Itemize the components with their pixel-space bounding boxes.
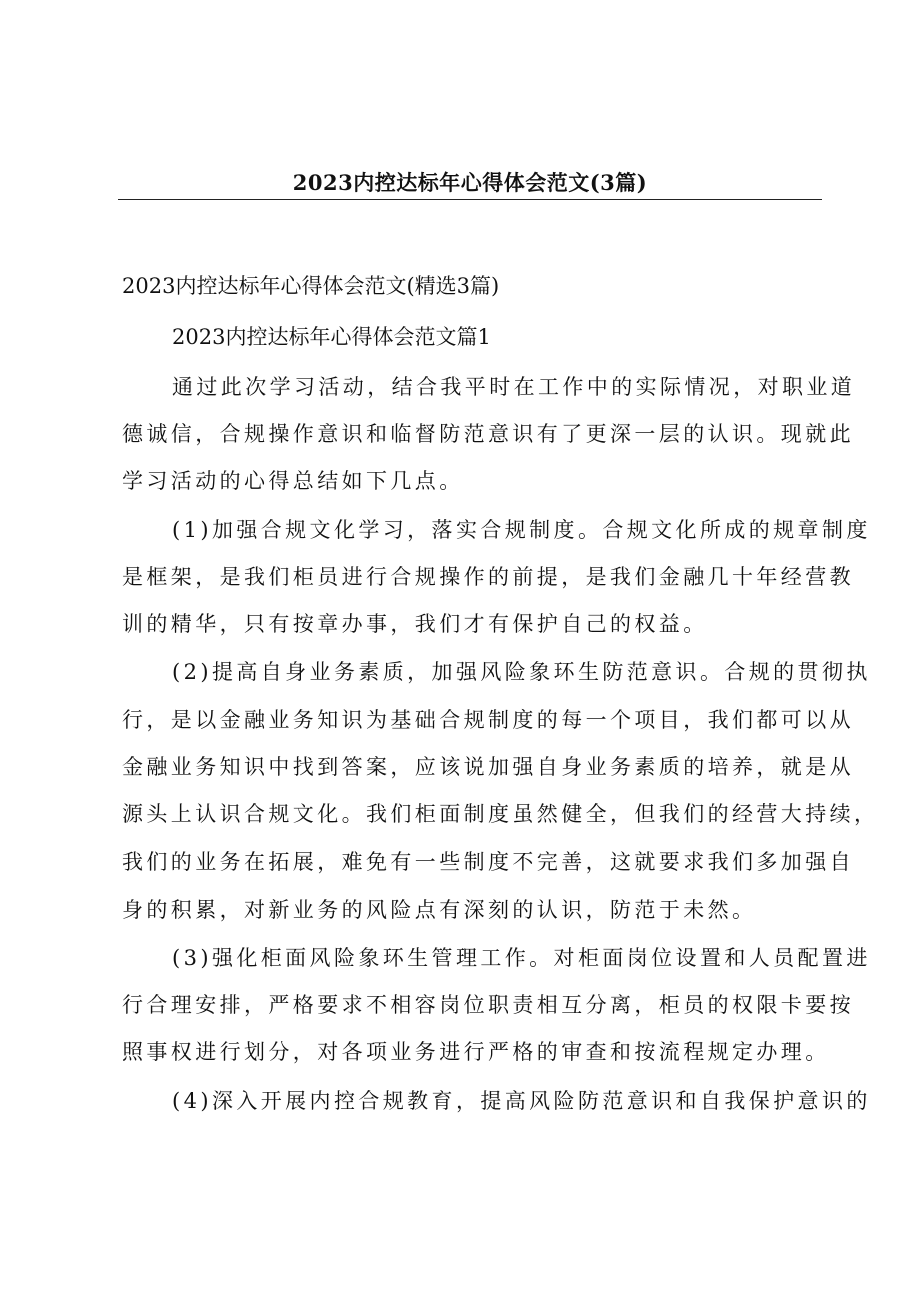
paragraph-line: 行，是以金融业务知识为基础合规制度的每一个项目，我们都可以从: [122, 708, 854, 732]
paragraph-line: 行合理安排，严格要求不相容岗位职责相互分离，柜员的权限卡要按: [122, 993, 854, 1017]
paragraph-line: 通过此次学习活动，结合我平时在工作中的实际情况，对职业道: [172, 375, 856, 399]
paragraph-line: 是框架，是我们柜员进行合规操作的前提，是我们金融几十年经营教: [122, 565, 854, 589]
paragraph-line: 金融业务知识中找到答案，应该说加强自身业务素质的培养，就是从: [122, 755, 854, 779]
paragraph-line: (1)加强合规文化学习，落实合规制度。合规文化所成的规章制度: [172, 518, 871, 542]
paragraph-line: 源头上认识合规文化。我们柜面制度虽然健全，但我们的经营大持续，: [122, 802, 879, 826]
paragraph-line: (3)强化柜面风险象环生管理工作。对柜面岗位设置和人员配置进: [172, 946, 871, 970]
paragraph-line: 训的精华，只有按章办事，我们才有保护自己的权益。: [122, 612, 708, 636]
paragraph-line: 照事权进行划分，对各项业务进行严格的审查和按流程规定办理。: [122, 1040, 830, 1064]
subtitle: 2023内控达标年心得体会范文(精选3篇): [122, 274, 500, 298]
paragraph-line: 我们的业务在拓展，难免有一些制度不完善，这就要求我们多加强自: [122, 850, 854, 874]
paragraph-line: (4)深入开展内控合规教育，提高风险防范意识和自我保护意识的: [172, 1089, 871, 1113]
document-title: 2023内控达标年心得体会范文(3篇): [292, 170, 648, 195]
section-heading: 2023内控达标年心得体会范文篇1: [172, 325, 491, 349]
paragraph-line: 德诚信，合规操作意识和临督防范意识有了更深一层的认识。现就此: [122, 422, 854, 446]
paragraph-line: (2)提高自身业务素质，加强风险象环生防范意识。合规的贯彻执: [172, 660, 871, 684]
paragraph-line: 身的积累，对新业务的风险点有深刻的认识，防范于未然。: [122, 898, 757, 922]
title-divider: [118, 199, 822, 200]
paragraph-line: 学习活动的心得总结如下几点。: [122, 469, 464, 493]
